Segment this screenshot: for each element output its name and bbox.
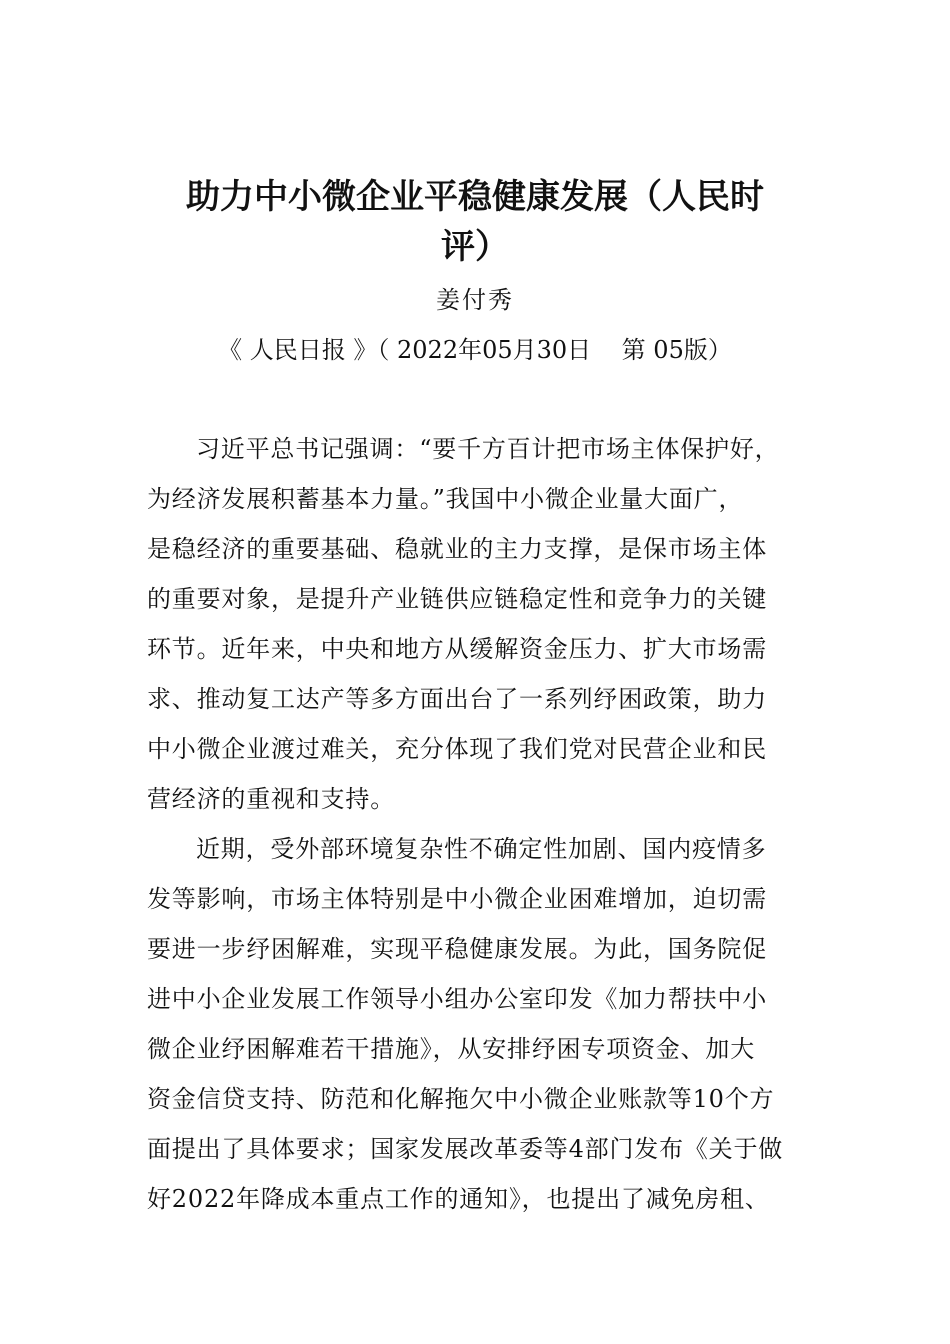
paragraph-2-line-1: 近期，受外部环境复杂性不确定性加剧、国内疫情多 <box>196 835 767 863</box>
paragraph-1-line-1: 习近平总书记强调：“要千方百计把市场主体保护好， <box>196 435 780 463</box>
paragraph-2-line-5: 微企业纾困解难若干措施》，从安排纾困专项资金、加大 <box>147 1035 755 1063</box>
article-author: 姜付秀 <box>436 286 514 314</box>
article-source: 《 人民日报 》（ 2022年05月30日 第 05版） <box>218 336 732 364</box>
paragraph-2-line-6: 资金信贷支持、防范和化解拖欠中小微企业账款等10个方 <box>147 1085 775 1113</box>
paragraph-2-line-3: 要进一步纾困解难，实现平稳健康发展。为此，国务院促 <box>147 935 767 963</box>
article-title-line-1: 助力中小微企业平稳健康发展（人民时 <box>186 177 764 217</box>
paragraph-1-line-2: 为经济发展积蓄基本力量。”我国中小微企业量大面广， <box>147 485 744 513</box>
paragraph-1-line-5: 环节。近年来，中央和地方从缓解资金压力、扩大市场需 <box>147 635 767 663</box>
paragraph-1-line-6: 求、推动复工达产等多方面出台了一系列纾困政策，助力 <box>147 685 767 713</box>
paragraph-1-line-3: 是稳经济的重要基础、稳就业的主力支撑，是保市场主体 <box>147 535 767 563</box>
paragraph-2-line-8: 好2022年降成本重点工作的通知》，也提出了减免房租、 <box>147 1185 770 1213</box>
paragraph-2-line-2: 发等影响，市场主体特别是中小微企业困难增加，迫切需 <box>147 885 767 913</box>
paragraph-1-line-4: 的重要对象，是提升产业链供应链稳定性和竞争力的关键 <box>147 585 767 613</box>
paragraph-2-line-7: 面提出了具体要求；国家发展改革委等4部门发布《关于做 <box>147 1135 784 1163</box>
paragraph-2-line-4: 进中小企业发展工作领导小组办公室印发《加力帮扶中小 <box>147 985 767 1013</box>
article-title-line-2: 评） <box>441 227 509 267</box>
paragraph-1-line-8: 营经济的重视和支持。 <box>147 785 395 813</box>
paragraph-1-line-7: 中小微企业渡过难关，充分体现了我们党对民营企业和民 <box>147 735 767 763</box>
